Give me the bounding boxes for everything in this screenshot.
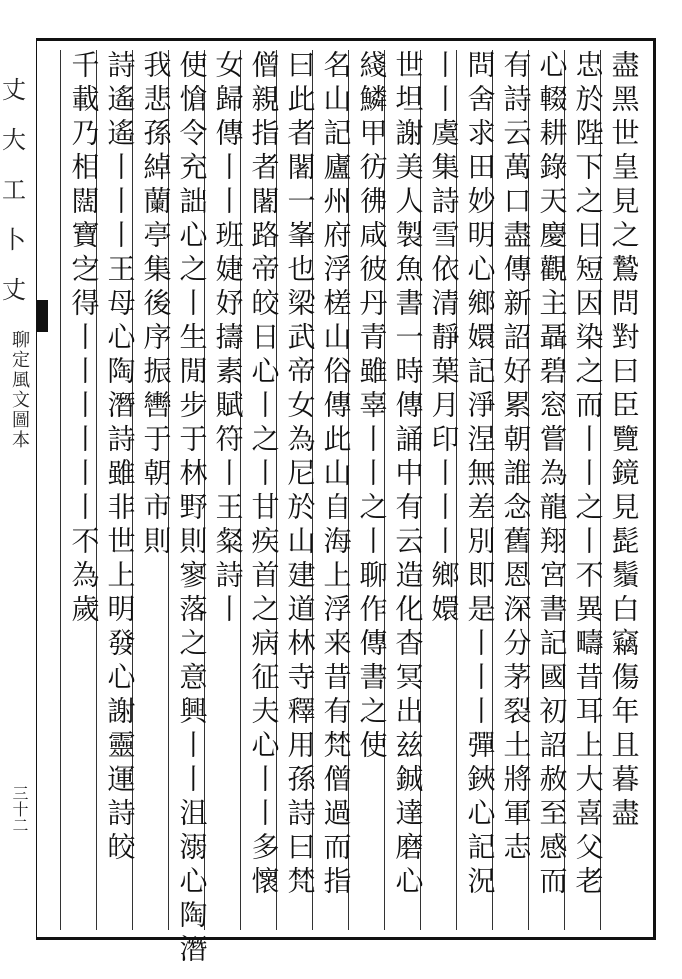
page-left-border bbox=[36, 38, 37, 940]
margin-glyph: 大 bbox=[2, 126, 26, 154]
margin-glyph: 工 bbox=[2, 176, 26, 204]
column-text: 有詩云萬口盡傳新詔好累朝誰念舊恩深分茅裂土將軍志 bbox=[499, 50, 533, 866]
margin-glyph: 卜 bbox=[2, 226, 26, 254]
text-column bbox=[60, 50, 106, 930]
column-text: 忠於陛下之日短因染之而丨丨之丨不異疇昔耳上大喜父老 bbox=[571, 50, 605, 900]
page-number: 三十二 bbox=[10, 785, 29, 833]
column-text: 女歸傳丨丨班婕妤擣素賦符丨王粲詩丨 bbox=[211, 50, 245, 628]
margin-glyph: 丈 bbox=[2, 76, 26, 104]
column-text: 問舍求田妙明心鄉嬛記淨涅無差別即是丨丨丨彈鋏心記況 bbox=[463, 50, 497, 900]
margin-glyph: 丈 bbox=[2, 276, 26, 304]
column-text: 心輟耕錄天慶觀主聶碧窓嘗為龍翔宮書記國初詔赦至感而 bbox=[535, 50, 569, 900]
page-right-border bbox=[653, 38, 656, 940]
fishtail-marker bbox=[36, 300, 48, 332]
column-text: 千載乃相闊寶㝎得丨丨丨丨丨丨不為歲 bbox=[67, 50, 101, 628]
column-text: 我悲孫綽蘭亭集後序振轡于朝市則 bbox=[139, 50, 173, 560]
column-text: 僧親指者闍路帝皎日心丨之丨甘疾首之病征夫心丨丨多懷 bbox=[247, 50, 281, 900]
column-text: 詩遙遙丨丨丨王母心陶潛詩雖非世上明發心謝靈運詩皎 bbox=[103, 50, 137, 866]
column-text: 丨丨虞集詩雪依清靜葉月印丨丨丨鄉嬛 bbox=[427, 50, 461, 628]
column-text: 使愴令充詘心之丨生閒步于林野則寥落之意興丨丨沮溺心陶潛 bbox=[175, 50, 209, 968]
column-text: 盡黑世皇見之鷙問對曰臣覽鏡見髭鬚白竊傷年且暮盡 bbox=[607, 50, 641, 832]
book-title: 聊定風文圖本 bbox=[9, 330, 30, 450]
column-text: 曰此者闍一峯也梁武帝女為尼於山建道林寺釋用孫詩曰梵 bbox=[283, 50, 317, 900]
column-text: 世坦謝美人製魚書一時傳誦中有云造化杳冥出兹鋮達磨心 bbox=[391, 50, 425, 900]
column-text: 綫鱗甲彷彿咸彼丹青雖辜丨丨之丨聊作傳書之使 bbox=[355, 50, 389, 764]
column-text: 名山記廬州府浮槎山俗傳此山自海上浮来昔有梵僧過而指 bbox=[319, 50, 353, 900]
